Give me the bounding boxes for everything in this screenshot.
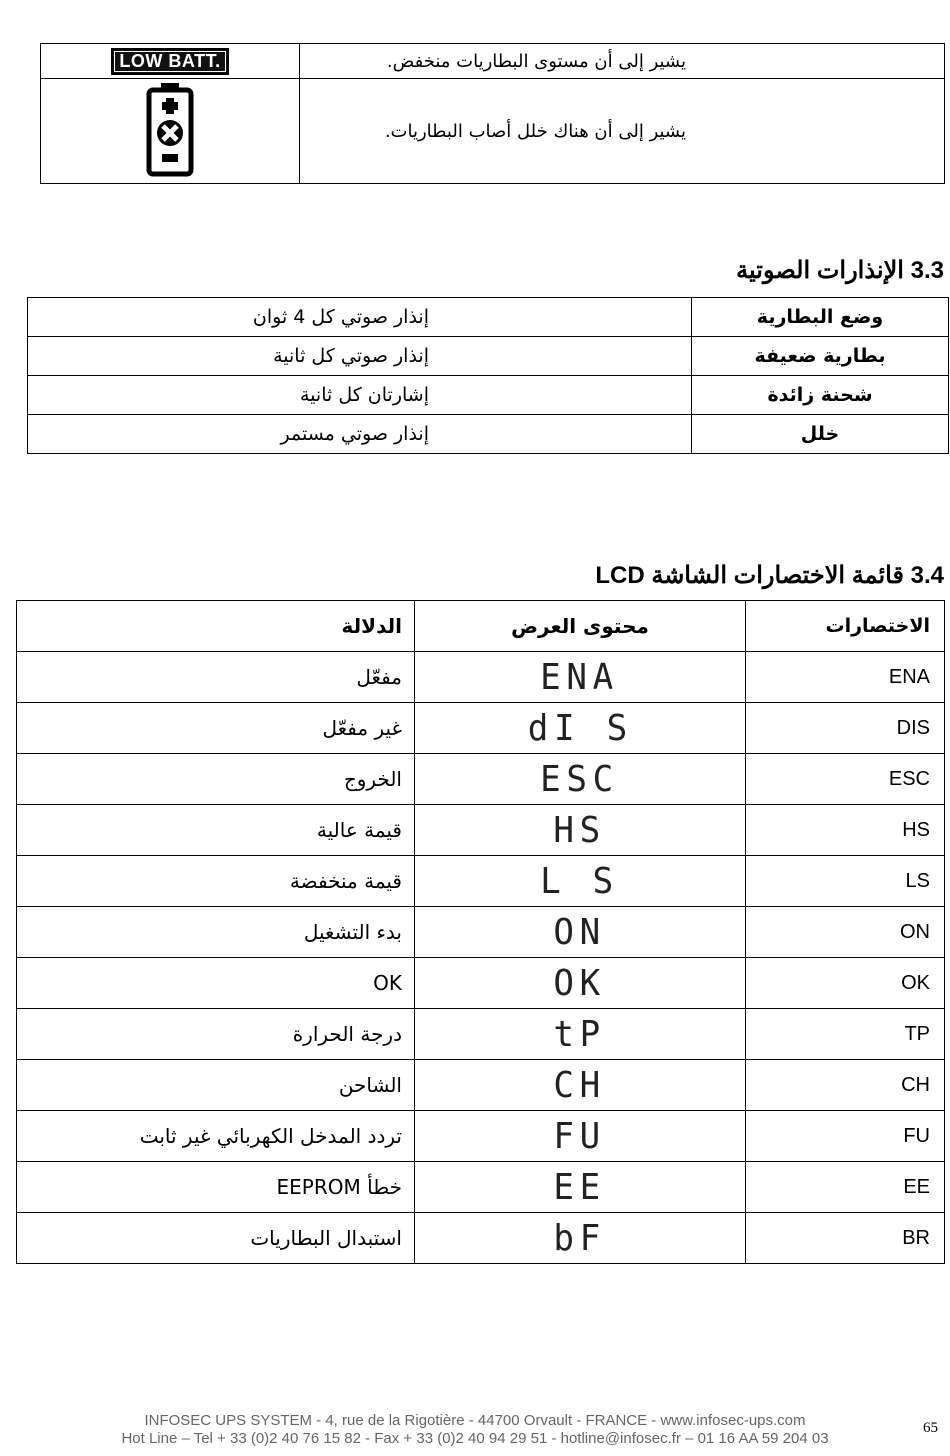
meaning-cell: غير مفعّل <box>17 703 415 754</box>
table-row <box>28 337 949 376</box>
meaning-cell: الخروج <box>17 754 415 805</box>
meaning-cell: قيمة عالية <box>17 805 415 856</box>
lcd-segment-text: ON <box>553 911 607 953</box>
battery-indicator-table <box>40 43 945 184</box>
lcd-segment-text: FU <box>553 1115 607 1157</box>
lcd-display-cell <box>415 1060 746 1111</box>
lcd-segment-text: CH <box>553 1064 607 1106</box>
abbreviation-cell: FU <box>746 1111 945 1162</box>
table-row <box>17 1060 945 1111</box>
icon-cell <box>41 44 300 79</box>
table-header-row <box>17 601 945 652</box>
meaning-cell: استبدال البطاريات <box>17 1213 415 1264</box>
table-row <box>17 1111 945 1162</box>
footer-address: INFOSEC UPS SYSTEM - 4, rue de la Rigotière - 44700 Orvault - FRANCE - www.infosec-ups.com <box>144 1412 806 1429</box>
abbreviation-cell: EE <box>746 1162 945 1213</box>
meaning-cell: درجة الحرارة <box>17 1009 415 1060</box>
meaning-header: الدلالة <box>17 601 415 652</box>
lcd-display-cell <box>415 652 746 703</box>
table-row <box>28 415 949 454</box>
lcd-display-cell <box>415 958 746 1009</box>
lcd-display-cell <box>415 1213 746 1264</box>
meaning-cell: مفعّل <box>17 652 415 703</box>
meaning-cell: OK <box>17 958 415 1009</box>
lcd-display-cell <box>415 754 746 805</box>
lcd-display-cell <box>415 1009 746 1060</box>
lcd-display-cell <box>415 1162 746 1213</box>
meaning-cell: بدء التشغيل <box>17 907 415 958</box>
table-row <box>17 703 945 754</box>
lcd-segment-text: ENA <box>540 656 620 698</box>
abbreviation-cell: ENA <box>746 652 945 703</box>
table-row <box>28 298 949 337</box>
abbreviation-cell: ON <box>746 907 945 958</box>
alarm-cell: إنذار صوتي كل 4 ثوان <box>28 298 692 337</box>
lcd-abbreviations-table <box>16 600 945 1264</box>
footer-hotline: Hot Line – Tel + 33 (0)2 40 76 15 82 - Fax + 33 (0)2 40 94 29 51 - hotline@infosec.fr – 01 16 AA 59 204 03 <box>121 1430 829 1447</box>
table-row <box>41 44 945 79</box>
mode-cell: شحنة زائدة <box>692 376 949 415</box>
table-row <box>17 1162 945 1213</box>
abbreviation-cell: CH <box>746 1060 945 1111</box>
page-footer <box>0 1412 950 1448</box>
lcd-display-cell <box>415 703 746 754</box>
section-heading: 3.4 قائمة الاختصارات الشاشة LCD <box>595 562 944 589</box>
lcd-display-cell <box>415 907 746 958</box>
alarm-cell: إنذار صوتي مستمر <box>28 415 692 454</box>
lcd-segment-text: EE <box>553 1166 607 1208</box>
table-row <box>17 1009 945 1060</box>
lcd-display-cell <box>415 1111 746 1162</box>
table-row <box>17 754 945 805</box>
low-batt-label: LOW BATT. <box>111 48 228 75</box>
meaning-cell: الشاحن <box>17 1060 415 1111</box>
battery-fault-icon <box>145 81 195 177</box>
abbreviation-cell: OK <box>746 958 945 1009</box>
abbreviation-cell: HS <box>746 805 945 856</box>
table-row <box>17 958 945 1009</box>
icon-cell <box>41 79 300 184</box>
lcd-display-cell <box>415 805 746 856</box>
display-header: محتوى العرض <box>415 601 746 652</box>
mode-cell: خلل <box>692 415 949 454</box>
table-row <box>17 1213 945 1264</box>
abbreviation-header: الاختصارات <box>746 601 945 652</box>
alarm-cell: إشارتان كل ثانية <box>28 376 692 415</box>
lcd-segment-text: OK <box>553 962 607 1004</box>
abbreviation-cell: BR <box>746 1213 945 1264</box>
lcd-display-cell <box>415 856 746 907</box>
lcd-segment-text: bF <box>553 1217 607 1259</box>
table-row <box>28 376 949 415</box>
abbreviation-cell: TP <box>746 1009 945 1060</box>
abbreviation-cell: DIS <box>746 703 945 754</box>
table-row <box>17 907 945 958</box>
table-row <box>17 805 945 856</box>
lcd-segment-text: ESC <box>540 758 620 800</box>
alarm-cell: إنذار صوتي كل ثانية <box>28 337 692 376</box>
meaning-cell: تردد المدخل الكهربائي غير ثابت <box>17 1111 415 1162</box>
mode-cell: بطارية ضعيفة <box>692 337 949 376</box>
lcd-segment-text: tP <box>553 1013 607 1055</box>
description-cell: يشير إلى أن هناك خلل أصاب البطاريات. <box>300 79 945 184</box>
abbreviation-cell: ESC <box>746 754 945 805</box>
table-row <box>41 79 945 184</box>
audible-alarms-table <box>27 297 949 454</box>
abbreviation-cell: LS <box>746 856 945 907</box>
table-row <box>17 652 945 703</box>
lcd-segment-text: HS <box>553 809 607 851</box>
lcd-segment-text: L S <box>540 860 620 902</box>
table-row <box>17 856 945 907</box>
mode-cell: وضع البطارية <box>692 298 949 337</box>
page-number: 65 <box>923 1420 938 1436</box>
section-heading: 3.3 الإنذارات الصوتية <box>736 257 944 284</box>
meaning-cell: خطأ EEPROM <box>17 1162 415 1213</box>
meaning-cell: قيمة منخفضة <box>17 856 415 907</box>
lcd-segment-text: dI S <box>527 707 633 749</box>
description-cell: يشير إلى أن مستوى البطاريات منخفض. <box>300 44 945 79</box>
